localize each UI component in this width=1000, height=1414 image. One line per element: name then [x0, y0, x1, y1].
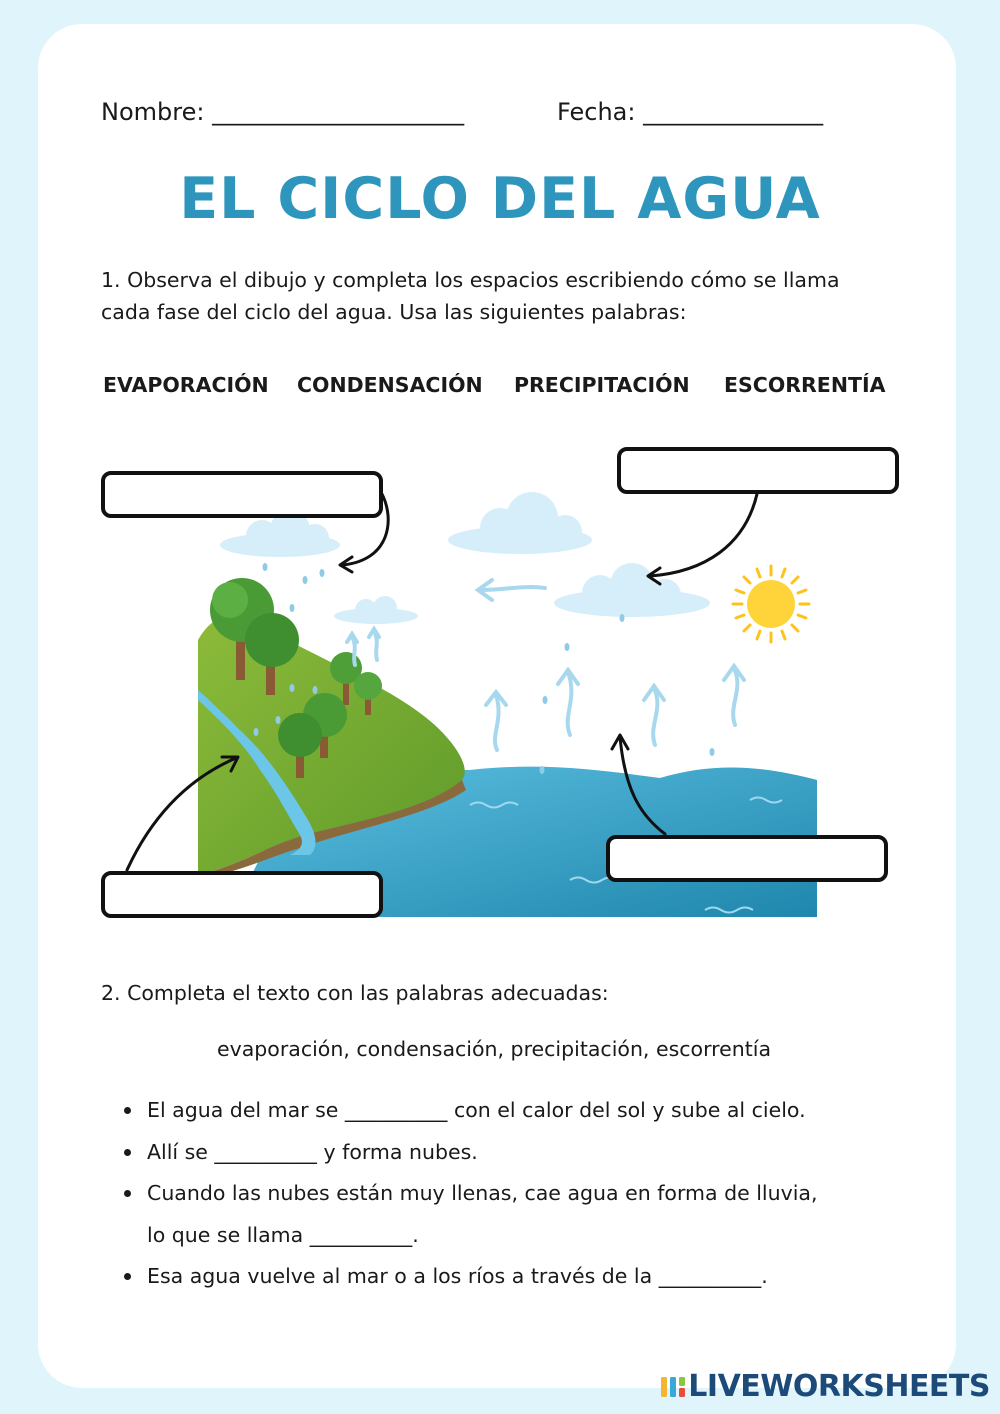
page-title: EL CICLO DEL AGUA — [179, 166, 821, 232]
top-cloud — [448, 492, 592, 554]
exercise2-instruction: 2. Completa el texto con las palabras adecuadas: — [101, 981, 609, 1005]
exercise1-instruction-line2: cada fase del ciclo del agua. Usa las siguientes palabras: — [101, 300, 687, 324]
word-condensacion: CONDENSACIÓN — [297, 373, 483, 397]
exercise2-word-list: evaporación, condensación, precipitación, escorrentía — [216, 1037, 772, 1061]
sentence-4: Esa agua vuelve al mar o a los ríos a través de la __________. — [100, 1256, 900, 1298]
word-evaporacion: EVAPORACIÓN — [103, 373, 269, 397]
wind-arrow — [478, 580, 545, 600]
word-escorrentia: ESCORRENTÍA — [724, 373, 886, 397]
liveworksheets-wordmark: LIVEWORKSHEETS — [688, 1369, 990, 1404]
date-field-label: Fecha: _______________ — [557, 98, 824, 126]
answer-box-precipitation[interactable] — [101, 471, 383, 518]
liveworksheets-logo — [661, 1369, 990, 1404]
sentence-3: Cuando las nubes están muy llenas, cae agua en forma de lluvia, — [100, 1173, 900, 1215]
sentence-list — [100, 1090, 900, 1298]
word-precipitacion: PRECIPITACIÓN — [514, 373, 690, 397]
small-cloud — [334, 596, 418, 624]
sun-icon — [733, 566, 809, 642]
sentence-1: El agua del mar se __________ con el calor del sol y sube al cielo. — [100, 1090, 900, 1132]
condensation-cloud — [554, 563, 710, 617]
name-field-label: Nombre: _____________________ — [101, 98, 465, 126]
sentence-3-continued: lo que se llama __________. — [147, 1222, 419, 1247]
liveworksheets-logo-icon — [661, 1375, 685, 1399]
answer-box-evaporation[interactable] — [606, 835, 888, 882]
exercise1-instruction-line1: 1. Observa el dibujo y completa los espacios escribiendo cómo se llama — [101, 268, 840, 292]
answer-box-condensation[interactable] — [617, 447, 899, 494]
sentence-2: Allí se __________ y forma nubes. — [100, 1132, 900, 1174]
answer-box-runoff[interactable] — [101, 871, 383, 918]
